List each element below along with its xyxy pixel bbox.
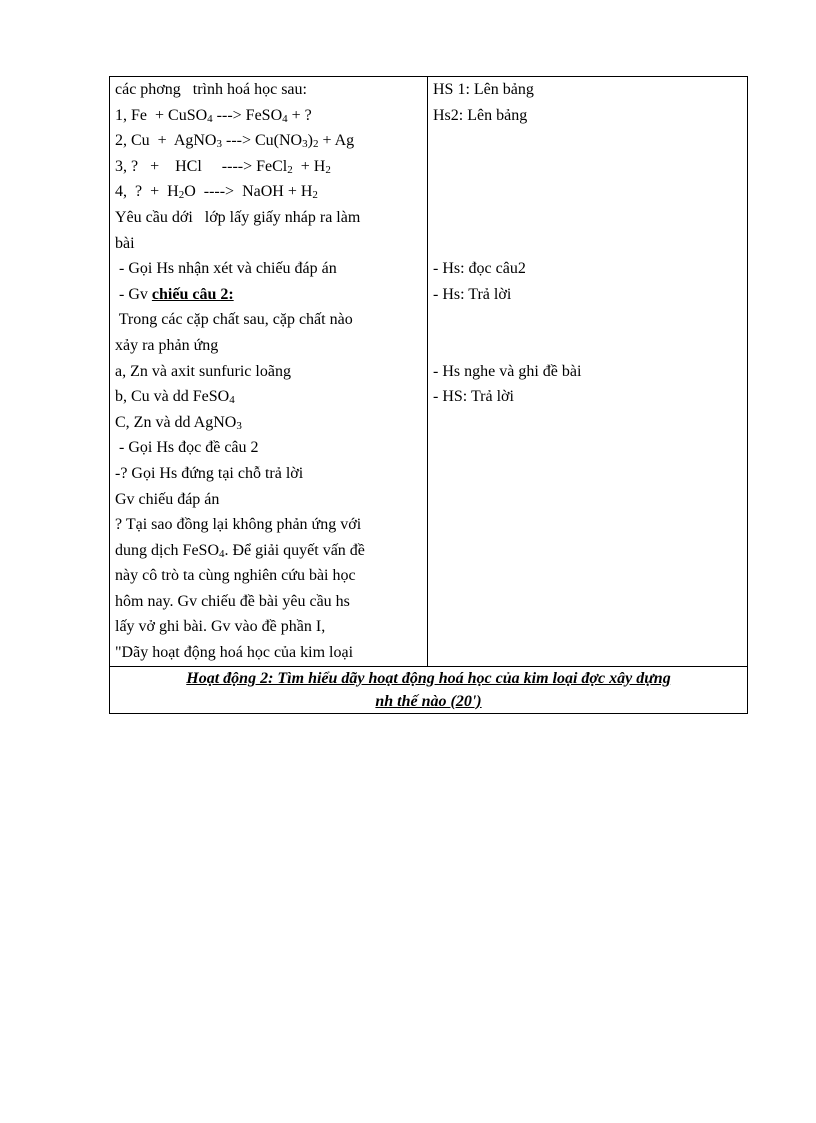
text-segment: -? Gọi Hs đứng tại chỗ trả lời bbox=[115, 464, 304, 482]
text-segment: + H bbox=[292, 157, 326, 175]
text-segment: ---> FeSO bbox=[212, 106, 283, 124]
blank-line bbox=[433, 231, 743, 257]
blank-line bbox=[433, 205, 743, 231]
subscript: 3 bbox=[216, 138, 222, 151]
teacher-text-line bbox=[115, 461, 423, 487]
text-segment: + Ag bbox=[318, 132, 355, 150]
teacher-text-line bbox=[115, 256, 423, 282]
text-segment: 1, Fe + CuSO bbox=[115, 106, 208, 124]
teacher-text-line bbox=[115, 179, 423, 205]
teacher-activity-cell bbox=[110, 77, 428, 667]
text-segment: Gv chiếu đáp án bbox=[115, 490, 220, 508]
subscript: 2 bbox=[287, 163, 293, 176]
subscript: 4 bbox=[229, 394, 235, 407]
teacher-text-line bbox=[115, 307, 423, 333]
student-text-line: HS 1: Lên bảng bbox=[433, 81, 534, 98]
subscript: 4 bbox=[207, 112, 213, 125]
activity-2-heading-line-2: nh thế nào (20') bbox=[375, 692, 482, 710]
teacher-text-line bbox=[115, 77, 423, 103]
emphasis-text: chiếu câu 2: bbox=[151, 285, 234, 303]
student-text-line: - Hs: Trả lời bbox=[433, 285, 512, 303]
blank-line bbox=[433, 128, 743, 154]
teacher-text-line bbox=[115, 640, 423, 666]
teacher-text-line bbox=[115, 512, 423, 538]
subscript: 3 bbox=[236, 419, 242, 432]
teacher-text-line bbox=[115, 563, 423, 589]
text-segment: ) bbox=[307, 132, 313, 150]
teacher-text-line bbox=[115, 538, 423, 564]
subscript: 4 bbox=[282, 112, 288, 125]
activity-2-heading-cell bbox=[110, 666, 748, 713]
student-text-line: - HS: Trả lời bbox=[433, 388, 514, 406]
subscript: 3 bbox=[302, 138, 308, 151]
text-segment: C, Zn và dd AgNO bbox=[115, 413, 237, 431]
text-segment: + ? bbox=[287, 106, 312, 124]
teacher-text-line bbox=[115, 614, 423, 640]
table-row bbox=[110, 77, 748, 667]
text-segment: Yêu cầu dới lớp lấy giấy nháp ra làm bbox=[115, 208, 361, 226]
text-segment: a, Zn và axit sunfuric loãng bbox=[115, 362, 291, 380]
student-activity-cell bbox=[428, 77, 748, 667]
teacher-text-line bbox=[115, 435, 423, 461]
teacher-text-line bbox=[115, 128, 423, 154]
subscript: 4 bbox=[219, 547, 225, 560]
student-text-line: - Hs nghe và ghi đề bài bbox=[433, 362, 582, 380]
blank-line bbox=[433, 179, 743, 205]
text-segment: 3, ? + HCl ----> FeCl bbox=[115, 157, 288, 175]
lesson-plan-table bbox=[109, 76, 748, 714]
subscript: 2 bbox=[325, 163, 331, 176]
text-segment: - Gọi Hs nhận xét và chiếu đáp án bbox=[115, 260, 337, 278]
teacher-text-line bbox=[115, 589, 423, 615]
text-segment: ---> Cu(NO bbox=[221, 132, 303, 150]
blank-line bbox=[433, 154, 743, 180]
text-segment: "Dãy hoạt động hoá học của kim loại bbox=[115, 644, 354, 662]
student-activity-content bbox=[428, 77, 747, 410]
text-segment: dung dịch FeSO bbox=[115, 541, 219, 559]
text-segment: 4, ? + H bbox=[115, 183, 179, 201]
subscript: 2 bbox=[178, 189, 185, 202]
teacher-text-line bbox=[115, 384, 423, 410]
teacher-text-line bbox=[115, 410, 423, 436]
teacher-text-line bbox=[115, 103, 423, 129]
text-segment: lấy vở ghi bài. Gv vào đề phần I, bbox=[115, 618, 326, 636]
text-segment: xảy ra phản ứng bbox=[115, 336, 219, 354]
text-segment: b, Cu và dd FeSO bbox=[115, 388, 230, 406]
text-segment: - Gv bbox=[115, 285, 152, 303]
teacher-text-line bbox=[115, 359, 423, 385]
section-heading-row bbox=[110, 666, 748, 713]
blank-line bbox=[433, 307, 743, 333]
teacher-text-line bbox=[115, 333, 423, 359]
subscript: 2 bbox=[312, 138, 319, 151]
activity-2-heading-line-1: Hoạt động 2: Tìm hiểu dãy hoạt động hoá học của kim loại đợc xây dựng bbox=[186, 669, 671, 687]
text-segment: các phơng trình hoá học sau: bbox=[115, 81, 307, 98]
text-segment: . Để giải quyết vấn đề bbox=[224, 541, 365, 559]
text-segment: - Gọi Hs đọc đề câu 2 bbox=[115, 439, 259, 457]
text-segment: O ----> NaOH + H bbox=[184, 183, 313, 201]
student-text-line: Hs2: Lên bảng bbox=[433, 106, 528, 124]
subscript: 2 bbox=[312, 189, 318, 202]
teacher-text-line bbox=[115, 154, 423, 180]
teacher-activity-content bbox=[110, 77, 427, 666]
text-segment: ? Tại sao đồng lại không phản ứng với bbox=[115, 516, 362, 534]
student-text-line: - Hs: đọc câu2 bbox=[433, 260, 526, 278]
teacher-text-line bbox=[115, 282, 423, 308]
text-segment: này cô trò ta cùng nghiên cứu bài học bbox=[115, 567, 356, 585]
blank-line bbox=[433, 333, 743, 359]
text-segment: Trong các cặp chất sau, cặp chất nào bbox=[115, 311, 353, 329]
text-segment: hôm nay. Gv chiếu đề bài yêu cầu hs bbox=[115, 592, 350, 610]
teacher-text-line bbox=[115, 231, 423, 257]
teacher-text-line bbox=[115, 487, 423, 513]
teacher-text-line bbox=[115, 205, 423, 231]
text-segment: bài bbox=[115, 234, 135, 252]
text-segment: 2, Cu + AgNO bbox=[115, 132, 217, 150]
